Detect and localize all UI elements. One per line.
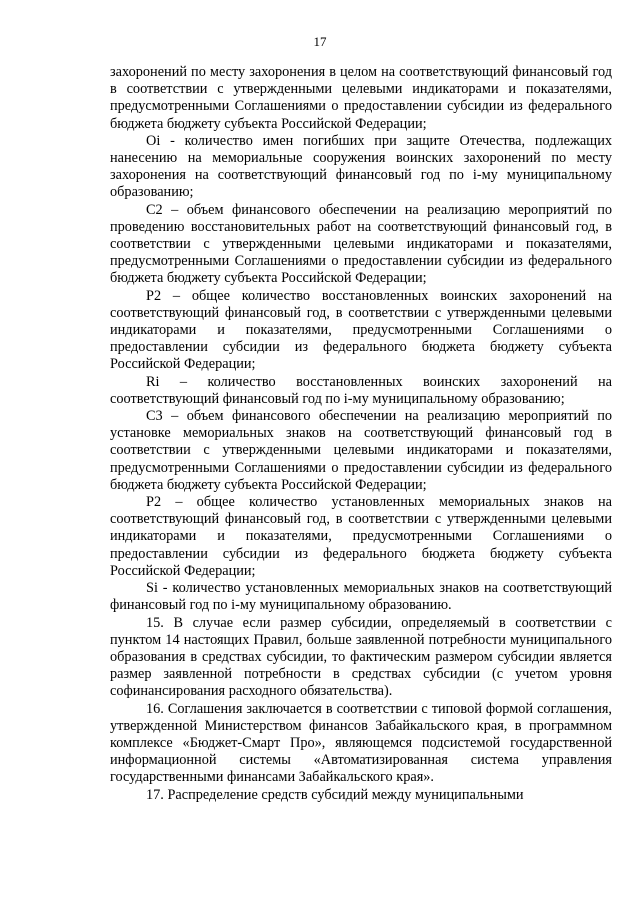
page-number: 17 — [313, 34, 327, 49]
paragraph-c3-definition: C3 – объем финансового обеспечении на реализацию мероприятий по установке мемориальных знаков на соответствующий финансовый год в соответствии с утвержденными целевыми индикаторами и показателями, предусмотренными Соглашениями о предоставлении субсидии из федерального бюджета бюджету субъекта Российской Федерации; — [110, 408, 612, 493]
paragraph-si-definition: Si - количество установленных мемориальных знаков на соответствующий финансовый год по i-му муниципальному образованию. — [110, 580, 612, 614]
paragraph-clause-17: 17. Распределение средств субсидий между муниципальными — [146, 786, 524, 803]
paragraph-ri-definition: Ri – количество восстановленных воинских захоронений на соответствующий финансовый год по i-му муниципальному образованию; — [110, 373, 612, 407]
document-body — [110, 64, 612, 804]
paragraph-p2-restored-definition: P2 – общее количество восстановленных воинских захоронений на соответствующий финансовый год, в соответствии с утвержденными целевыми индикаторами и показателями, предусмотренными Соглашениями о предоставлении субсидии из федерального бюджета бюджету субъекта Российской Федерации; — [110, 287, 612, 373]
paragraph-clause-16: 16. Соглашения заключается в соответствии с типовой формой соглашения, утвержденной Министерством финансов Забайкальского края, в программном комплексе «Бюджет-Смарт Про», являющемся подсистемой государственной информационной системы «Автоматизированная система управления государственными финансами Забайкальского края». — [110, 700, 612, 786]
paragraph-continuation: захоронений по месту захоронения в целом на соответствующий финансовый год в соответствии с утвержденными целевыми индикаторами и показателями, предусмотренными Соглашениями о предоставлении субсидии из федерального бюджета бюджету субъекта Российской Федерации; — [110, 64, 612, 132]
paragraph-p2-installed-definition: P2 – общее количество установленных мемориальных знаков на соответствующий финансовый год, в соответствии с утвержденными целевыми индикаторами и показателями, предусмотренными Соглашениями о предоставлении субсидии из федерального бюджета бюджету субъекта Российской Федерации; — [110, 494, 612, 579]
paragraph-c2-definition: C2 – объем финансового обеспечении на реализацию мероприятий по проведению восстановительных работ на соответствующий финансовый год, в соответствии с утвержденными целевыми индикаторами и показателями, предусмотренными Соглашениями о предоставлении субсидии из федерального бюджета бюджету субъекта Российской Федерации; — [110, 201, 612, 287]
paragraph-oi-definition: Oi - количество имен погибших при защите Отечества, подлежащих нанесению на мемориальные сооружения воинских захоронений по месту захоронения на соответствующий финансовый год по i-му муниципальному образованию; — [110, 132, 612, 201]
paragraph-clause-15: 15. В случае если размер субсидии, определяемый в соответствии с пунктом 14 настоящих Правил, больше заявленной потребности муниципального образования в средствах субсидии, то фактическим размером субсидии является размер заявленной потребности в средствах субсидии (с учетом уровня софинансирования расходного обязательства). — [110, 614, 612, 700]
